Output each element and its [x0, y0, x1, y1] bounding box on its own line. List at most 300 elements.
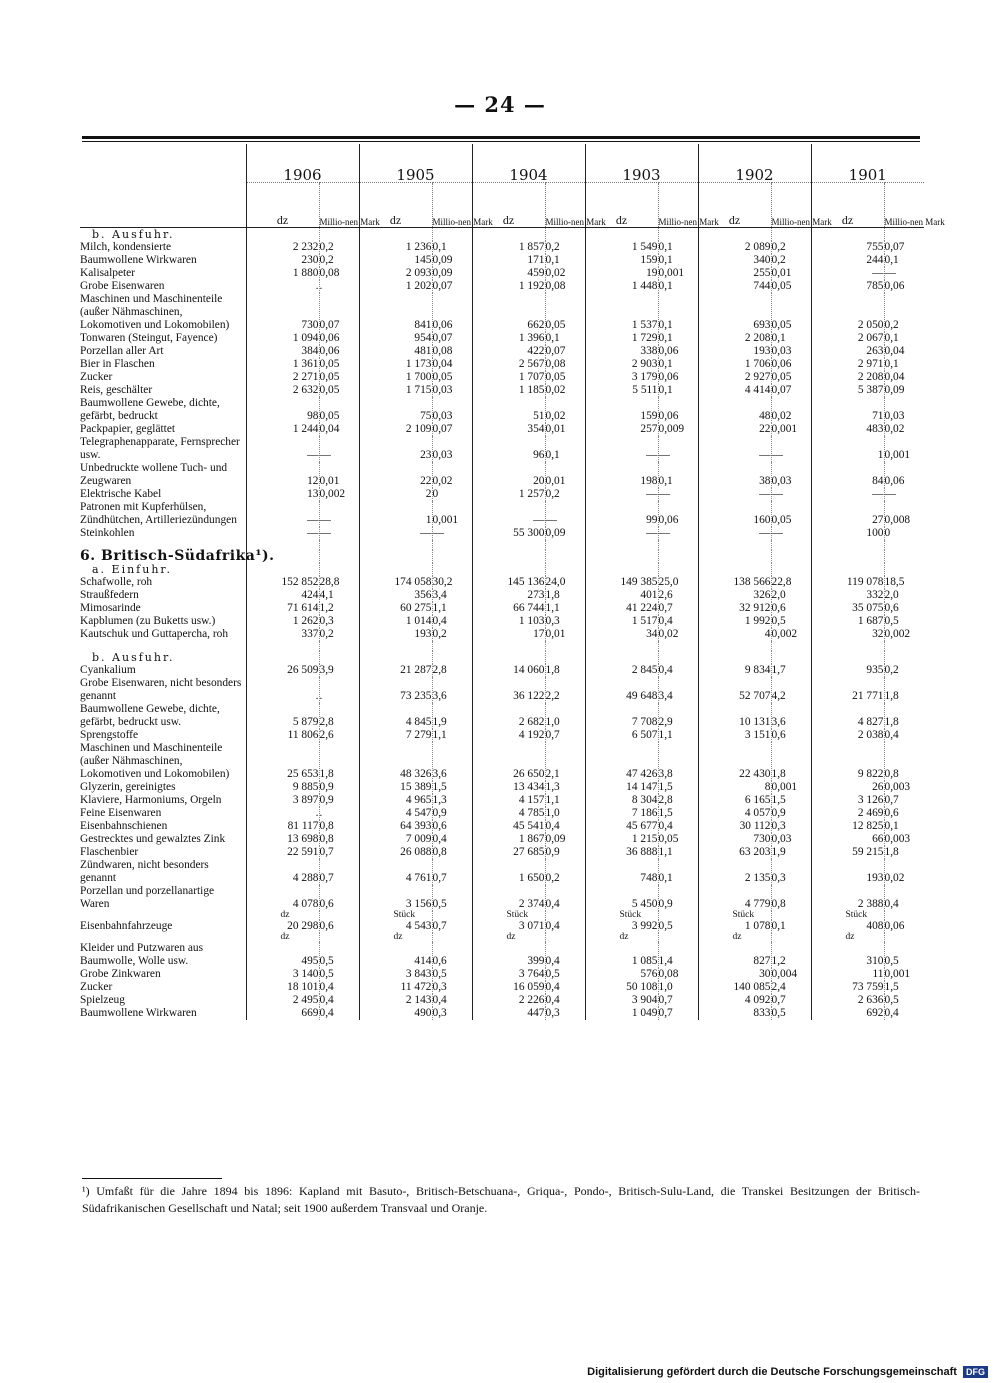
quantity-cell: 145 136: [472, 576, 545, 589]
value-cell: 0,01: [319, 462, 359, 488]
header-rule-thin: [82, 141, 920, 142]
quantity-cell: 356: [359, 589, 432, 602]
row-label: Zucker: [80, 981, 113, 993]
table-row: [80, 781, 924, 794]
value-cell: 0,2: [319, 241, 359, 254]
quantity-cell: 4 543: [359, 920, 432, 933]
value-cell: 0,3: [545, 615, 585, 628]
value-cell: 0,06: [319, 332, 359, 345]
empty-cell: [246, 641, 319, 651]
value-cell: 2,0: [771, 589, 811, 602]
empty-cell: [359, 651, 432, 664]
empty-cell: [432, 540, 472, 550]
quantity-cell: 41 224: [585, 602, 658, 615]
quantity-cell: 1 202: [359, 280, 432, 293]
quantity-cell: 2 632: [246, 384, 319, 397]
value-cell: 0,4: [545, 820, 585, 833]
value-cell: 0,1: [884, 358, 924, 371]
row-label: Patronen mit Kupferhülsen, Zündhütchen, Artilleriezündungen: [80, 501, 237, 526]
value-cell: 0,06: [432, 293, 472, 332]
empty-cell: [359, 563, 432, 576]
value-cell: 0,2: [319, 628, 359, 641]
value-cell: 0,05: [771, 501, 811, 527]
value-cell: —: [545, 501, 585, 527]
value-cell: 0,09: [884, 384, 924, 397]
quantity-cell: 47 426: [585, 742, 658, 781]
value-cell: 0,05: [545, 371, 585, 384]
row-label: Baumwollene Wirkwaren: [80, 1007, 197, 1019]
quantity-cell: 5 450: [585, 885, 658, 911]
quantity-cell: —: [698, 488, 771, 501]
quantity-cell: 1 448: [585, 280, 658, 293]
value-cell: 30,2: [432, 576, 472, 589]
value-cell: 0,002: [319, 488, 359, 501]
unit-label: Stück: [585, 911, 658, 920]
row-label: Straußfedern: [80, 589, 139, 601]
quantity-cell: 52 707: [698, 677, 771, 703]
quantity-cell: 13 434: [472, 781, 545, 794]
quantity-cell: 9 885: [246, 781, 319, 794]
quantity-cell: 11 472: [359, 981, 432, 994]
quantity-cell: 755: [811, 241, 884, 254]
value-cell: —: [319, 436, 359, 462]
value-cell: 0,02: [884, 423, 924, 436]
table-row: [80, 859, 924, 885]
subsection-heading-row: [80, 228, 924, 242]
year-header: 1904: [472, 144, 585, 183]
value-cell: 0,2: [432, 628, 472, 641]
empty-cell: [246, 651, 319, 664]
value-cell: 0,4: [545, 981, 585, 994]
value-cell: 0,1: [545, 436, 585, 462]
subsection-heading: b. Ausfuhr.: [92, 651, 175, 664]
quantity-cell: 2 682: [472, 703, 545, 729]
quantity-cell: 1 650: [472, 859, 545, 885]
quantity-cell: 244: [811, 254, 884, 267]
value-cell: 0,2: [545, 488, 585, 501]
value-cell: 0,06: [658, 345, 698, 358]
quantity-cell: 66: [811, 833, 884, 846]
value-cell: —: [658, 527, 698, 540]
quantity-cell: 4 414: [698, 384, 771, 397]
table-row: [80, 254, 924, 267]
quantity-cell: 257: [585, 423, 658, 436]
quantity-cell: 4 965: [359, 794, 432, 807]
table-row: [80, 885, 924, 911]
quantity-cell: 30 112: [698, 820, 771, 833]
empty-cell: [472, 651, 545, 664]
quantity-cell: 310: [811, 942, 884, 968]
row-label: Cyankalium: [80, 664, 136, 676]
value-cell: 1,8: [319, 742, 359, 781]
value-cell: 24,0: [545, 576, 585, 589]
quantity-cell: 34: [585, 628, 658, 641]
empty-cell: [432, 933, 472, 942]
section-heading-row: [80, 550, 924, 563]
value-cell: 0,6: [319, 920, 359, 933]
quantity-cell: 49 648: [585, 677, 658, 703]
value-cell: 0,9: [319, 794, 359, 807]
quantity-cell: 384: [246, 345, 319, 358]
empty-cell: [884, 641, 924, 651]
value-cell: 0,5: [884, 615, 924, 628]
unit-label: dz: [472, 933, 545, 942]
quantity-cell: —: [698, 527, 771, 540]
quantity-cell: 22: [359, 462, 432, 488]
quantity-cell: 2 226: [472, 994, 545, 1007]
quantity-cell: 954: [359, 332, 432, 345]
quantity-cell: 337: [246, 628, 319, 641]
empty-cell: [319, 550, 359, 563]
header-blank: [80, 183, 246, 228]
value-cell: 0,4: [319, 1007, 359, 1020]
empty-cell: [246, 563, 319, 576]
empty-cell: [585, 563, 658, 576]
value-cell: 0,6: [432, 942, 472, 968]
value-cell: 0,4: [658, 664, 698, 677]
empty-cell: [432, 911, 472, 920]
value-cell: 0,4: [658, 615, 698, 628]
quantity-cell: 14 060: [472, 664, 545, 677]
quantity-cell: 4 057: [698, 807, 771, 820]
row-label: Schafwolle, roh: [80, 576, 153, 588]
empty-cell: [432, 550, 472, 563]
quantity-cell: 51: [472, 397, 545, 423]
value-cell: 0,01: [545, 423, 585, 436]
quantity-cell: 5 387: [811, 384, 884, 397]
quantity-cell: 12 825: [811, 820, 884, 833]
quantity-cell: 20 298: [246, 920, 319, 933]
table-row: [80, 602, 924, 615]
value-cell: 0,04: [884, 345, 924, 358]
quantity-cell: 748: [585, 859, 658, 885]
quantity-cell: 4 157: [472, 794, 545, 807]
value-cell: 3,6: [771, 703, 811, 729]
unit-dz-header: dz: [359, 183, 432, 228]
empty-cell: [811, 550, 884, 563]
table-row: [80, 628, 924, 641]
quantity-cell: 424: [246, 589, 319, 602]
unit-label: Stück: [472, 911, 545, 920]
value-cell: 0,1: [771, 920, 811, 933]
quantity-cell: 399: [472, 942, 545, 968]
year-header: 1905: [359, 144, 472, 183]
quantity-cell: 408: [811, 920, 884, 933]
quantity-cell: 1 537: [585, 293, 658, 332]
row-label: Spielzeug: [80, 994, 125, 1006]
value-cell: 0,2: [545, 859, 585, 885]
value-cell: 0,4: [432, 994, 472, 1007]
quantity-cell: 59 215: [811, 846, 884, 859]
quantity-cell: —: [246, 436, 319, 462]
quantity-cell: 4 779: [698, 885, 771, 911]
quantity-cell: 255: [698, 267, 771, 280]
quantity-cell: —: [246, 527, 319, 540]
year-header-row: [80, 144, 924, 183]
quantity-cell: 2 271: [246, 371, 319, 384]
row-label: Baumwollene Gewebe, dichte, gefärbt, bedruckt: [80, 397, 220, 422]
value-cell: 0,3: [319, 615, 359, 628]
quantity-cell: 1: [811, 436, 884, 462]
value-cell: 0,5: [319, 968, 359, 981]
row-label: Eisenbahnschienen: [80, 820, 168, 832]
quantity-cell: 1 173: [359, 358, 432, 371]
quantity-cell: 730: [246, 293, 319, 332]
value-cell: 0,09: [545, 833, 585, 846]
value-cell: 1,2: [771, 942, 811, 968]
value-cell: 1,5: [432, 781, 472, 794]
value-cell: 0,8: [319, 833, 359, 846]
header-rule: [82, 136, 920, 139]
value-cell: 0,1: [884, 254, 924, 267]
quantity-cell: 36 888: [585, 846, 658, 859]
unit-row-label: [80, 911, 246, 920]
table-row: [80, 589, 924, 602]
quantity-cell: 22 430: [698, 742, 771, 781]
value-cell: 0,03: [432, 436, 472, 462]
quantity-cell: 692: [811, 1007, 884, 1020]
value-cell: 0,07: [319, 293, 359, 332]
quantity-cell: 99: [585, 501, 658, 527]
quantity-cell: 2 232: [246, 241, 319, 254]
quantity-cell: 20: [472, 462, 545, 488]
quantity-cell: 2 903: [585, 358, 658, 371]
value-cell: 0,07: [884, 241, 924, 254]
empty-cell: [884, 563, 924, 576]
quantity-cell: 50 108: [585, 981, 658, 994]
quantity-cell: 340: [698, 254, 771, 267]
quantity-cell: 9 822: [811, 742, 884, 781]
value-cell: 0,6: [771, 729, 811, 742]
empty-cell: [432, 228, 472, 242]
quantity-cell: 422: [472, 345, 545, 358]
quantity-cell: 273: [472, 589, 545, 602]
value-cell: 0,7: [432, 859, 472, 885]
quantity-cell: 140 085: [698, 981, 771, 994]
quantity-cell: 4 827: [811, 703, 884, 729]
quantity-cell: 1 396: [472, 332, 545, 345]
quantity-cell: 332: [811, 589, 884, 602]
empty-cell: [771, 911, 811, 920]
value-cell: 0,001: [884, 968, 924, 981]
quantity-cell: 48 326: [359, 742, 432, 781]
table-row: [80, 462, 924, 488]
value-cell: 28,8: [319, 576, 359, 589]
value-cell: 0,06: [658, 371, 698, 384]
value-cell: 0,3: [771, 820, 811, 833]
quantity-cell: 1 715: [359, 384, 432, 397]
quantity-cell: 2: [359, 488, 432, 501]
row-label: Grobe Zinkwaren: [80, 968, 161, 980]
subsection-heading-row: [80, 563, 924, 576]
value-cell: 3,8: [658, 742, 698, 781]
value-cell: 0,04: [432, 358, 472, 371]
value-cell: 0,1: [658, 254, 698, 267]
page-number: — 24 —: [454, 92, 546, 117]
quantity-cell: 27 685: [472, 846, 545, 859]
value-cell: 0,4: [884, 1007, 924, 1020]
value-cell: 1,9: [432, 703, 472, 729]
value-cell: 0,9: [432, 807, 472, 820]
value-cell: 0,07: [432, 280, 472, 293]
quantity-cell: 1 244: [246, 423, 319, 436]
quantity-cell: 459: [472, 267, 545, 280]
value-cell: 2,8: [319, 703, 359, 729]
empty-cell: [545, 933, 585, 942]
value-cell: 0,1: [884, 820, 924, 833]
value-cell: 0,06: [658, 501, 698, 527]
value-cell: 0,5: [319, 942, 359, 968]
value-cell: 0,1: [658, 384, 698, 397]
quantity-cell: 1 549: [585, 241, 658, 254]
quantity-cell: 3 156: [359, 885, 432, 911]
quantity-cell: 2 038: [811, 729, 884, 742]
value-cell: 0,09: [545, 527, 585, 540]
table-row: [80, 371, 924, 384]
quantity-cell: 26 509: [246, 664, 319, 677]
quantity-cell: .: [246, 280, 319, 293]
empty-cell: [319, 933, 359, 942]
value-cell: 0,4: [545, 885, 585, 911]
empty-cell: [585, 540, 658, 550]
value-cell: 0,1: [771, 332, 811, 345]
value-cell: 0,5: [884, 994, 924, 1007]
row-label: Flaschenbier: [80, 846, 139, 858]
empty-cell: [472, 228, 545, 242]
year-header: 1906: [246, 144, 359, 183]
unit-mm-header: Millio-nen Mark: [658, 183, 698, 228]
table-row: [80, 615, 924, 628]
quantity-cell: 27: [811, 501, 884, 527]
quantity-cell: —: [698, 436, 771, 462]
table-row: [80, 501, 924, 527]
quantity-cell: 730: [698, 833, 771, 846]
quantity-cell: 21 771: [811, 677, 884, 703]
value-cell: 0,08: [658, 968, 698, 981]
quantity-cell: 1 257: [472, 488, 545, 501]
value-cell: 0,5: [658, 920, 698, 933]
quantity-cell: 119 078: [811, 576, 884, 589]
quantity-cell: 2 050: [811, 293, 884, 332]
subsection-heading: a. Einfuhr.: [92, 563, 172, 576]
header-blank: [80, 144, 246, 183]
row-label: Gestrecktes und gewalztes Zink: [80, 833, 226, 845]
value-cell: 0,1: [658, 462, 698, 488]
empty-cell: [811, 651, 884, 664]
value-cell: 0,5: [545, 968, 585, 981]
quantity-cell: 2 567: [472, 358, 545, 371]
empty-cell: [698, 228, 771, 242]
empty-cell: [585, 651, 658, 664]
value-cell: 18,5: [884, 576, 924, 589]
unit-mm-header: Millio-nen Mark: [432, 183, 472, 228]
value-cell: 2,1: [545, 742, 585, 781]
value-cell: 1,9: [771, 846, 811, 859]
quantity-cell: 354: [472, 423, 545, 436]
quantity-cell: —: [472, 501, 545, 527]
empty-cell: [432, 563, 472, 576]
value-cell: 0,8: [884, 742, 924, 781]
value-cell: 1,4: [658, 942, 698, 968]
value-cell: 0,9: [658, 885, 698, 911]
value-cell: 0,08: [545, 358, 585, 371]
unit-label: dz: [359, 933, 432, 942]
value-cell: 0,4: [432, 833, 472, 846]
value-cell: .: [319, 807, 359, 820]
value-cell: 0,001: [432, 501, 472, 527]
year-header: 1901: [811, 144, 924, 183]
quantity-cell: 2 374: [472, 885, 545, 911]
value-cell: 2,4: [771, 981, 811, 994]
value-cell: 0,3: [771, 859, 811, 885]
value-cell: 1,5: [884, 981, 924, 994]
value-cell: 1,5: [771, 794, 811, 807]
quantity-cell: 26 650: [472, 742, 545, 781]
value-cell: 0,9: [545, 846, 585, 859]
value-cell: 0,06: [884, 280, 924, 293]
value-cell: 0,1: [432, 241, 472, 254]
value-cell: 0,2: [771, 254, 811, 267]
quantity-cell: 4 845: [359, 703, 432, 729]
table-row: [80, 332, 924, 345]
value-cell: 0,6: [432, 820, 472, 833]
row-label: Maschinen und Maschinenteile (außer Nähmaschinen, Lokomotiven und Lokomobilen): [80, 293, 230, 331]
footnote-rule: [82, 1178, 222, 1179]
empty-cell: [472, 540, 545, 550]
dfg-logo: DFG: [963, 1366, 988, 1378]
quantity-cell: 1: [359, 501, 432, 527]
value-cell: 0,4: [545, 994, 585, 1007]
row-label: Mimosarinde: [80, 602, 141, 614]
quantity-cell: 1 687: [811, 615, 884, 628]
quantity-cell: 2 927: [698, 371, 771, 384]
value-cell: 0: [432, 488, 472, 501]
quantity-cell: 263: [811, 345, 884, 358]
quantity-cell: 160: [698, 501, 771, 527]
quantity-cell: 4 092: [698, 994, 771, 1007]
value-cell: 0,1: [658, 332, 698, 345]
value-cell: 0,01: [545, 462, 585, 488]
table-row: [80, 1007, 924, 1020]
quantity-cell: 935: [811, 664, 884, 677]
table-row: [80, 576, 924, 589]
quantity-cell: 22: [698, 423, 771, 436]
quantity-cell: 159: [585, 397, 658, 423]
empty-cell: [811, 563, 884, 576]
value-cell: 0,4: [545, 920, 585, 933]
empty-cell: [698, 540, 771, 550]
quantity-cell: 3 843: [359, 968, 432, 981]
quantity-cell: 1 236: [359, 241, 432, 254]
row-label: Maschinen und Maschinenteile (außer Nähmaschinen, Lokomotiven und Lokomobilen): [80, 742, 230, 780]
empty-cell: [884, 550, 924, 563]
unit-mm-header: Millio-nen Mark: [319, 183, 359, 228]
value-cell: 0,7: [432, 920, 472, 933]
empty-cell: [359, 540, 432, 550]
quantity-cell: 8 304: [585, 794, 658, 807]
quantity-cell: 2 109: [359, 423, 432, 436]
unit-label: dz: [811, 933, 884, 942]
quantity-cell: 30: [698, 968, 771, 981]
quantity-cell: —: [246, 501, 319, 527]
quantity-cell: 174 058: [359, 576, 432, 589]
unit-row: [80, 933, 924, 942]
quantity-cell: 71 614: [246, 602, 319, 615]
value-cell: 0,2: [884, 664, 924, 677]
empty-cell: [658, 563, 698, 576]
value-cell: —: [884, 488, 924, 501]
quantity-cell: 2 093: [359, 267, 432, 280]
